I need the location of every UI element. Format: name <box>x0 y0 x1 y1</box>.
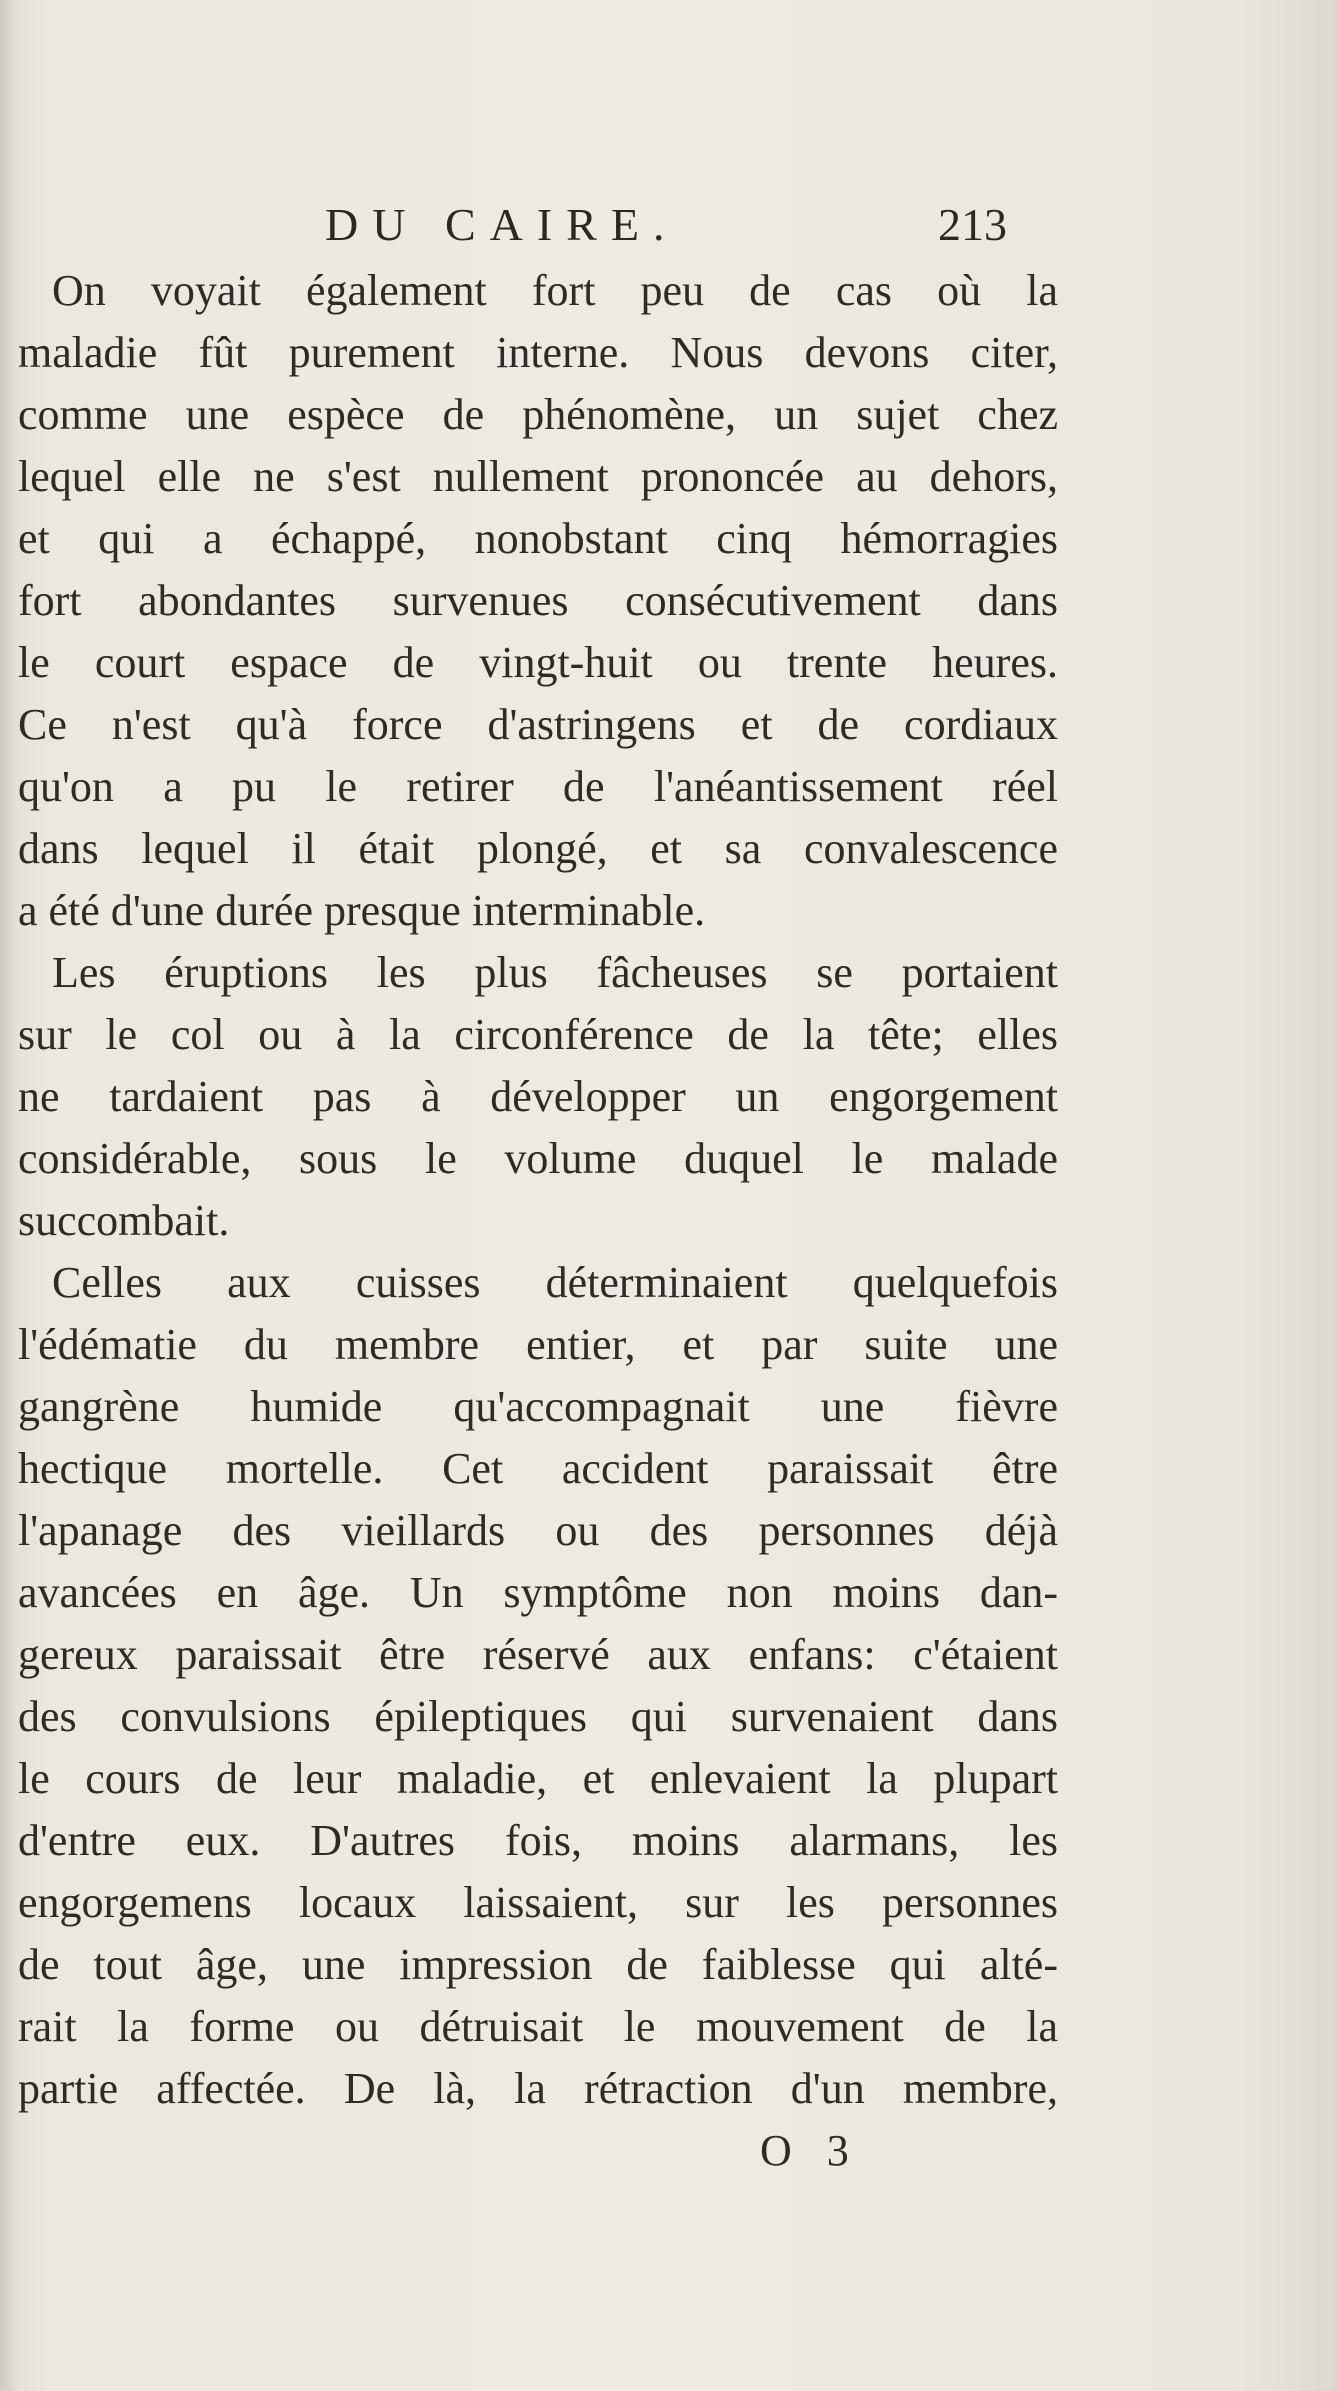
page-number: 213 <box>938 199 1007 250</box>
text-line: lequel elle ne s'est nullement prononcée au dehors, <box>18 452 1058 501</box>
text-line: et qui a échappé, nonobstant cinq hémorragies <box>18 514 1058 563</box>
text-line: d'entre eux. D'autres fois, moins alarmans, les <box>18 1816 1058 1865</box>
body-text <box>18 260 1058 2120</box>
text-line: comme une espèce de phénomène, un sujet chez <box>18 390 1058 439</box>
page-spine-shadow <box>0 0 18 2391</box>
text-line: gangrène humide qu'accompagnait une fièvre <box>18 1382 1058 1431</box>
signature-mark: O 3 <box>760 2126 861 2175</box>
text-line: considérable, sous le volume duquel le malade <box>18 1134 1058 1183</box>
text-line: Les éruptions les plus fâcheuses se portaient <box>52 948 1058 997</box>
text-line: a été d'une durée presque interminable. <box>18 886 706 935</box>
text-line: On voyait également fort peu de cas où la <box>52 266 1058 315</box>
text-line: l'apanage des vieillards ou des personnes déjà <box>18 1506 1058 1555</box>
text-line: Celles aux cuisses déterminaient quelquefois <box>52 1258 1058 1307</box>
text-line: le cours de leur maladie, et enlevaient la plupart <box>18 1754 1058 1803</box>
text-line: succombait. <box>18 1196 230 1245</box>
text-line: sur le col ou à la circonférence de la tête; elles <box>18 1010 1058 1059</box>
text-line: dans lequel il était plongé, et sa convalescence <box>18 824 1058 873</box>
text-line: des convulsions épileptiques qui survenaient dans <box>18 1692 1058 1741</box>
text-line: Ce n'est qu'à force d'astringens et de cordiaux <box>18 700 1058 749</box>
text-line: hectique mortelle. Cet accident paraissait être <box>18 1444 1058 1493</box>
running-title: DU CAIRE. <box>325 199 679 250</box>
text-line: de tout âge, une impression de faiblesse qui alté- <box>18 1940 1058 1989</box>
page-header <box>0 198 1337 258</box>
text-line: avancées en âge. Un symptôme non moins dan- <box>18 1568 1058 1617</box>
text-line: l'édématie du membre entier, et par suite une <box>18 1320 1058 1369</box>
text-line: maladie fût purement interne. Nous devons citer, <box>18 328 1058 377</box>
text-line: gereux paraissait être réservé aux enfans: c'étaient <box>18 1630 1058 1679</box>
text-line: le court espace de vingt-huit ou trente heures. <box>18 638 1058 687</box>
text-line: engorgemens locaux laissaient, sur les personnes <box>18 1878 1058 1927</box>
text-line: rait la forme ou détruisait le mouvement de la <box>18 2002 1058 2051</box>
text-line: qu'on a pu le retirer de l'anéantissement réel <box>18 762 1058 811</box>
text-line: fort abondantes survenues consécutivement dans <box>18 576 1058 625</box>
text-line: partie affectée. De là, la rétraction d'un membre, <box>18 2064 1058 2113</box>
text-line: ne tardaient pas à développer un engorgement <box>18 1072 1058 1121</box>
